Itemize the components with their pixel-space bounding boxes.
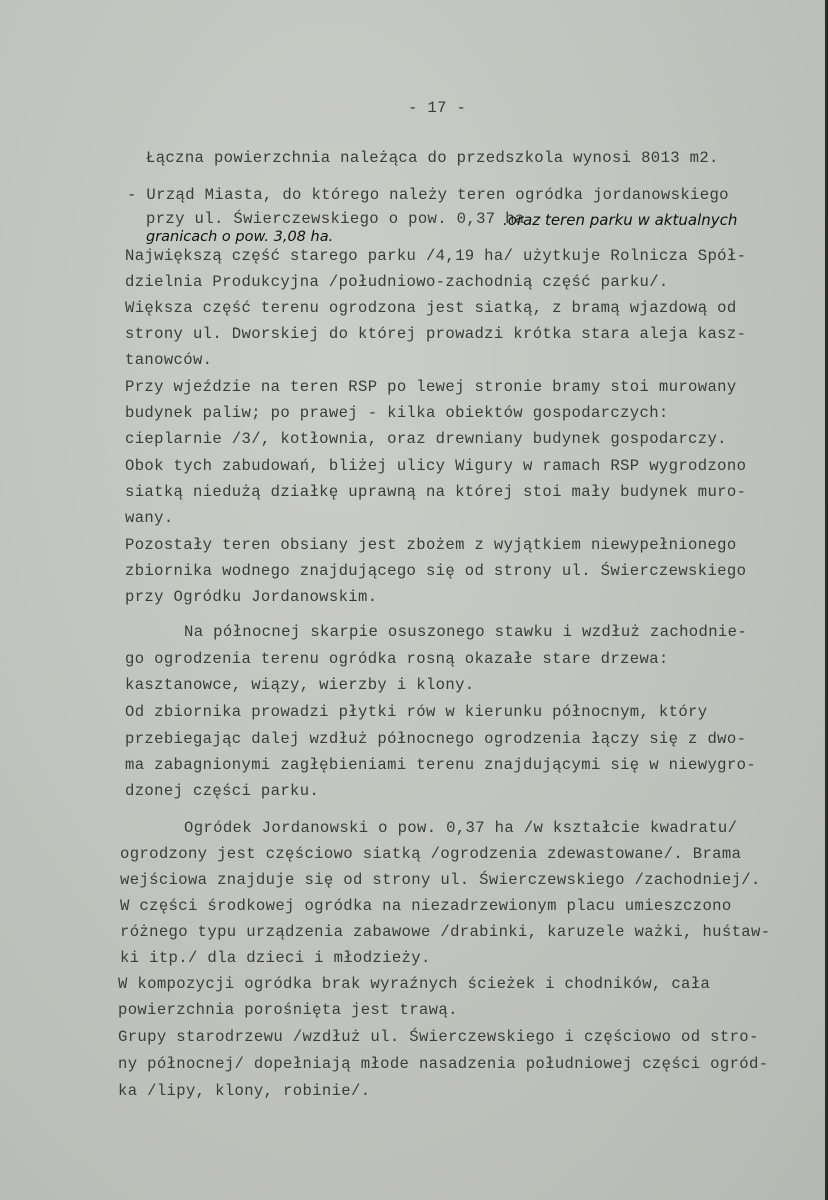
text-line: Grupy starodrzewu /wzdłuż ul. Świerczewskiego i częściowo od stro- xyxy=(118,1028,759,1046)
text-line: dzielnia Produkcyjna /południowo-zachodnią część parku/. xyxy=(125,273,669,291)
text-line: ma zabagnionymi zagłębieniami terenu znajdującymi się w niewygro- xyxy=(125,756,757,774)
text-line: ka /lipy, klony, robinie/. xyxy=(118,1082,371,1100)
text-line: wejściowa znajduje się od strony ul. Świerczewskiego /zachodniej/. xyxy=(120,871,761,889)
text-line: Ogródek Jordanowski o pow. 0,37 ha /w kształcie kwadratu/ xyxy=(184,819,738,837)
text-line: przebiegając dalej wzdłuż północnego ogrodzenia łączy się z dwo- xyxy=(125,730,747,748)
text-line: kasztanowce, wiązy, wierzby i klony. xyxy=(125,676,475,694)
text-line: wany. xyxy=(125,509,174,527)
text-line: W kompozycji ogródka brak wyraźnych ścieżek i chodników, cała xyxy=(118,975,711,993)
text-line: przy ul. Świerczewskiego o pow. 0,37 ha xyxy=(146,210,525,228)
text-line: tanowców. xyxy=(125,351,213,369)
text-line: zbiornika wodnego znajdującego się od strony ul. Świerczewskiego xyxy=(125,562,747,580)
text-line: Pozostały teren obsiany jest zbożem z wyjątkiem niewypełnionego xyxy=(125,536,737,554)
text-line: powierzchnia porośnięta jest trawą. xyxy=(118,1001,458,1019)
text-line: ogrodzony jest częściowo siatką /ogrodzenia zdewastowane/. Brama xyxy=(120,845,742,863)
text-line: Większa część terenu ogrodzona jest siatką, z bramą wjazdową od xyxy=(125,299,737,317)
text-line: cieplarnie /3/, kotłownia, oraz drewniany budynek gospodarczy. xyxy=(125,430,727,448)
text-line: siatką niedużą działkę uprawną na której stoi mały budynek muro- xyxy=(125,483,747,501)
text-line: Największą część starego parku /4,19 ha/ użytkuje Rolnicza Spół- xyxy=(125,247,747,265)
text-line: różnego typu urządzenia zabawowe /drabinki, karuzele ważki, huśtaw- xyxy=(120,923,771,941)
text-line: Przy wjeździe na teren RSP po lewej stronie bramy stoi murowany xyxy=(125,378,737,396)
handwritten-annotation: .oraz teren parku w aktualnych xyxy=(503,211,738,229)
text-line: Łączna powierzchnia należąca do przedszkola wynosi 8013 m2. xyxy=(146,149,719,167)
text-line: dzonej części parku. xyxy=(125,782,320,800)
text-line: W części środkowej ogródka na niezadrzewionym placu umieszczono xyxy=(120,897,732,915)
text-line: Na północnej skarpie osuszonego stawku i wzdłuż zachodnie- xyxy=(184,623,748,641)
text-line: Od zbiornika prowadzi płytki rów w kierunku północnym, który xyxy=(125,703,708,721)
text-line: budynek paliw; po prawej - kilka obiektów gospodarczych: xyxy=(125,404,669,422)
text-line: przy Ogródku Jordanowskim. xyxy=(125,588,378,606)
text-line: go ogrodzenia terenu ogródka rosną okazałe stare drzewa: xyxy=(125,650,669,668)
text-line: - Urząd Miasta, do którego należy teren ogródka jordanowskiego xyxy=(127,186,729,204)
handwritten-annotation: granicach o pow. 3,08 ha. xyxy=(146,229,334,245)
page-number: - 17 - xyxy=(408,99,467,117)
text-line: ki itp./ dla dzieci i młodzieży. xyxy=(120,949,431,967)
text-line: ny północnej/ dopełniają młode nasadzenia południowej części ogród- xyxy=(118,1055,769,1073)
text-line: strony ul. Dworskiej do której prowadzi krótka stara aleja kasz- xyxy=(125,325,747,343)
text-line: Obok tych zabudowań, bliżej ulicy Wigury w ramach RSP wygrodzono xyxy=(125,457,747,475)
